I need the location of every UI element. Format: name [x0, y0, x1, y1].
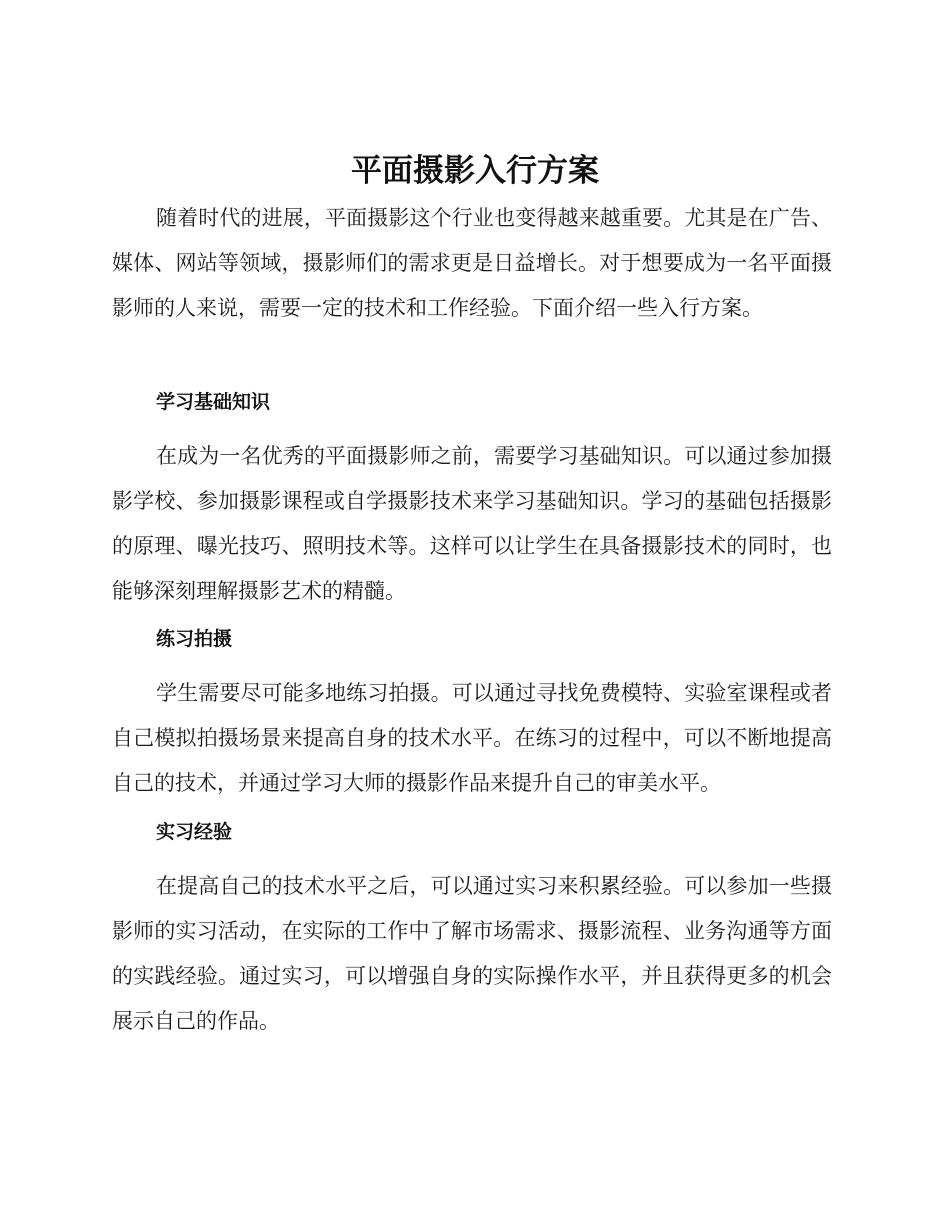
section-body-basics: 在成为一名优秀的平面摄影师之前，需要学习基础知识。可以通过参加摄影学校、参加摄影课程或自学摄影技术来学习基础知识。学习的基础包括摄影的原理、曝光技巧、照明技术等。这样可以让学生在具备摄影技术的同时，也能够深刻理解摄影艺术的精髓。 [112, 444, 832, 603]
section-heading-practice: 练习拍摄 [156, 628, 233, 650]
intro-paragraph: 随着时代的进展，平面摄影这个行业也变得越来越重要。尤其是在广告、媒体、网站等领域，摄影师们的需求更是日益增长。对于想要成为一名平面摄影师的人来说，需要一定的技术和工作经验。下面介绍一些入行方案。 [112, 206, 832, 320]
document-title: 平面摄影入行方案 [351, 153, 599, 189]
section-body-practice: 学生需要尽可能多地练习拍摄。可以通过寻找免费模特、实验室课程或者自己模拟拍摄场景来提高自身的技术水平。在练习的过程中，可以不断地提高自己的技术，并通过学习大师的摄影作品来提升自己的审美水平。 [112, 681, 832, 795]
section-heading-basics: 学习基础知识 [156, 391, 271, 413]
section-body-internship: 在提高自己的技术水平之后，可以通过实习来积累经验。可以参加一些摄影师的实习活动，在实际的工作中了解市场需求、摄影流程、业务沟通等方面的实践经验。通过实习，可以增强自身的实际操作水平，并且获得更多的机会展示自己的作品。 [112, 874, 832, 1033]
section-heading-internship: 实习经验 [156, 821, 233, 843]
